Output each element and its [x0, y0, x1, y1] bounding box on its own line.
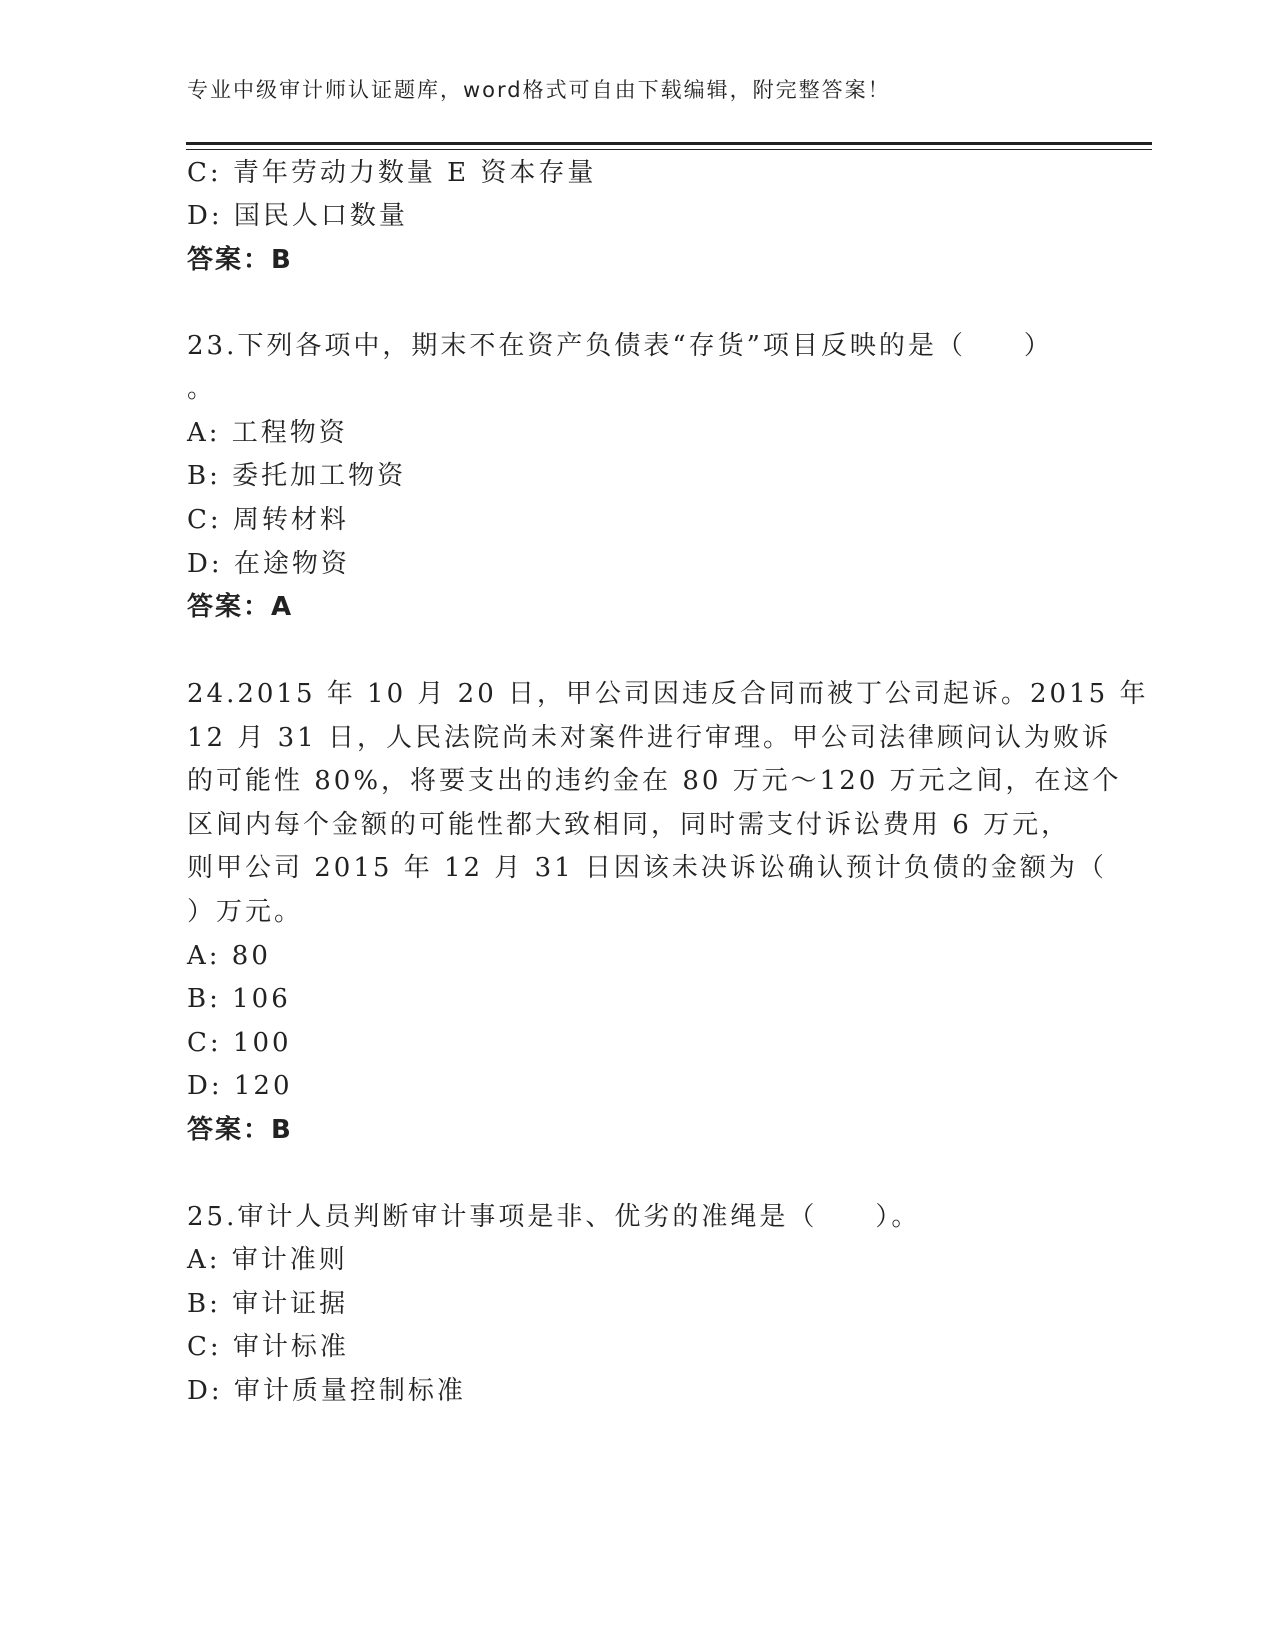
q24-stem-line-5: 则甲公司 2015 年 12 月 31 日因该未决诉讼确认预计负债的金额为（ [187, 853, 1107, 883]
q22-answer: 答案：B [187, 245, 293, 275]
q23-stem-line-1: 23.下列各项中，期末不在资产负债表“存货”项目反映的是（ ） [187, 331, 1053, 361]
header-rule-thin [186, 149, 1152, 150]
q23-option-a: A: 工程物资 [187, 418, 348, 448]
q24-stem-line-2: 12 月 31 日，人民法院尚未对案件进行审理。甲公司法律顾问认为败诉 [187, 723, 1111, 753]
q24-option-a: A: 80 [187, 941, 271, 971]
q23-option-b: B: 委托加工物资 [187, 461, 407, 491]
q25-option-a: A: 审计准则 [187, 1245, 348, 1275]
q24-stem-line-3: 的可能性 80%，将要支出的违约金在 80 万元～120 万元之间，在这个 [187, 766, 1122, 796]
q24-answer: 答案：B [187, 1115, 293, 1145]
q23-option-c: C: 周转材料 [187, 505, 349, 535]
q25-option-c: C: 审计标准 [187, 1332, 349, 1362]
q22-option-c: C: 青年劳动力数量 E 资本存量 [187, 158, 597, 188]
q24-stem-line-1: 24.2015 年 10 月 20 日，甲公司因违反合同而被丁公司起诉。2015 年 [187, 679, 1149, 709]
q23-option-d: D: 在途物资 [187, 549, 350, 579]
q25-stem-line-1: 25.审计人员判断审计事项是非、优劣的准绳是（ ）。 [187, 1202, 921, 1232]
q24-stem-line-6: ）万元。 [187, 897, 304, 927]
q25-option-d: D: 审计质量控制标准 [187, 1376, 466, 1406]
q23-answer: 答案：A [187, 592, 294, 622]
q24-option-b: B: 106 [187, 984, 291, 1014]
q24-option-d: D: 120 [187, 1071, 293, 1101]
q24-option-c: C: 100 [187, 1028, 292, 1058]
page-header: 专业中级审计师认证题库，word格式可自由下载编辑，附完整答案！ [187, 78, 891, 102]
q22-option-d: D: 国民人口数量 [187, 201, 408, 231]
q23-stem-line-2: 。 [187, 374, 217, 404]
header-rule-thick [186, 142, 1152, 145]
q24-stem-line-4: 区间内每个金额的可能性都大致相同，同时需支付诉讼费用 6 万元， [187, 810, 1071, 840]
q25-option-b: B: 审计证据 [187, 1289, 349, 1319]
